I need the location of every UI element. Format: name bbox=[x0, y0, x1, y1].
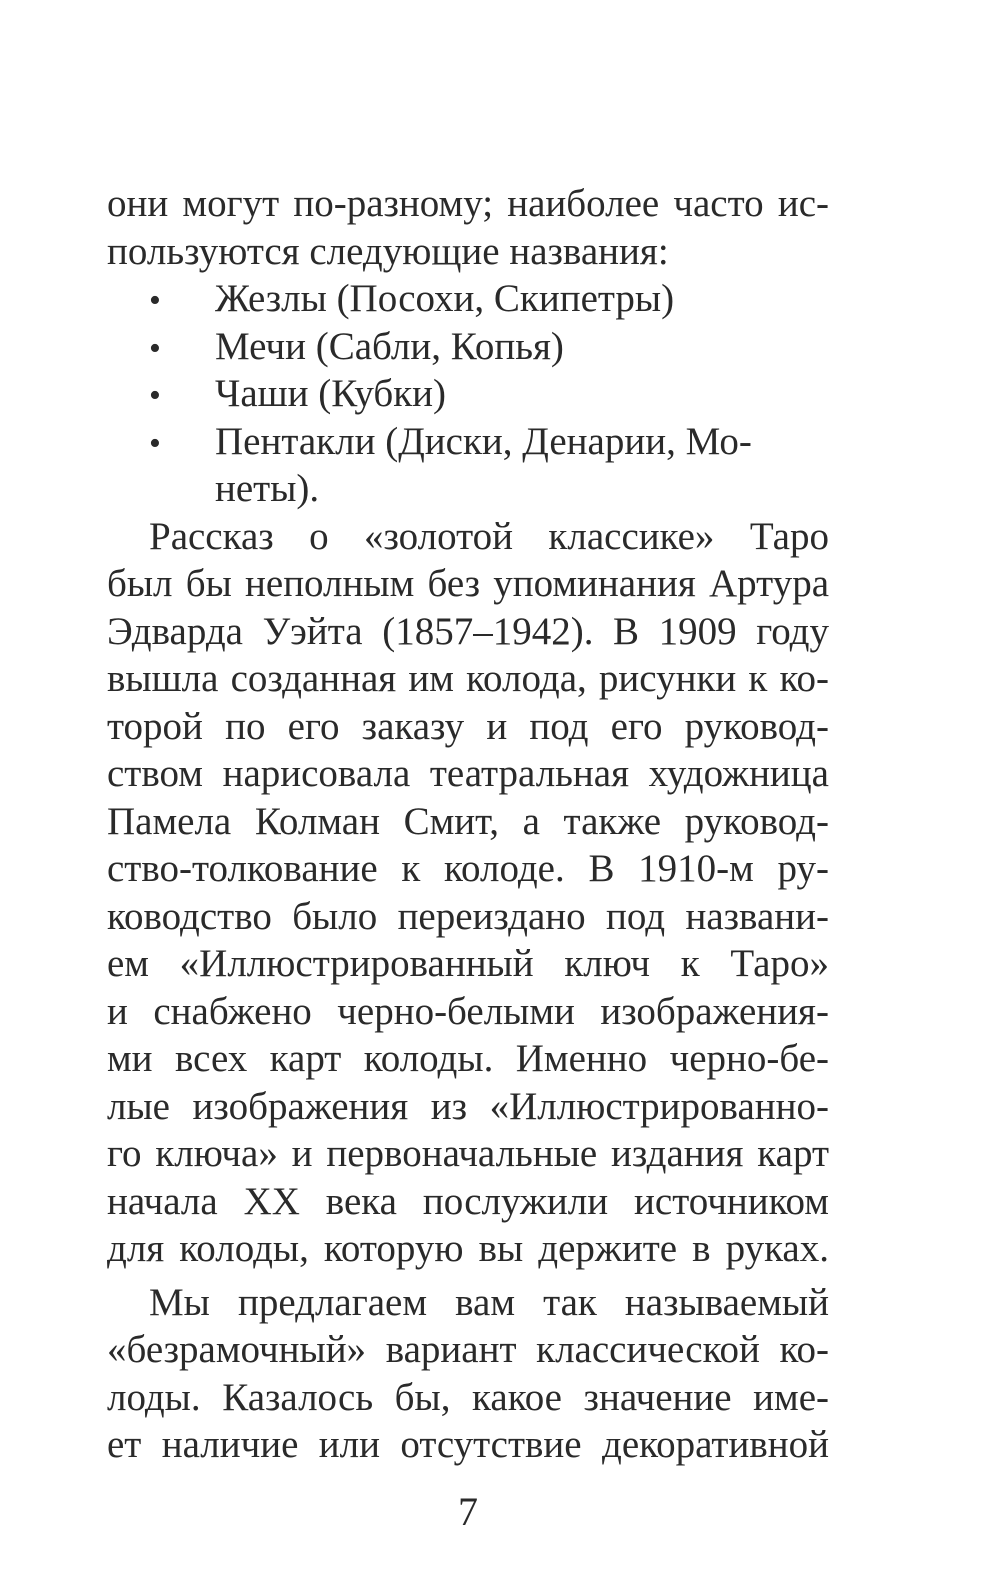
list-item-continuation: неты). bbox=[215, 467, 320, 510]
text-line: Эдварда Уэйта (1857–1942). В 1909 году bbox=[107, 609, 829, 653]
text-line: ем «Иллюстрированный ключ к Таро» bbox=[107, 942, 829, 985]
text-line: Мы предлагаем вам так называемый bbox=[149, 1280, 829, 1324]
suits-list bbox=[107, 275, 829, 513]
text-line: ми всех карт колоды. Именно черно-бе- bbox=[107, 1037, 829, 1080]
list-item bbox=[107, 370, 829, 418]
list-item-label: Чаши (Кубки) bbox=[215, 372, 447, 415]
text-line: вышла созданная им колода, рисунки к ко- bbox=[107, 657, 829, 700]
bullet-icon: • bbox=[149, 424, 161, 462]
bullet-icon: • bbox=[149, 282, 161, 319]
list-item-label: Мечи (Сабли, Копья) bbox=[215, 324, 564, 368]
text-line: и снабжено черно-белыми изображения- bbox=[107, 989, 829, 1033]
list-item-label: Пентакли (Диски, Денарии, Мо- bbox=[215, 419, 752, 463]
text-line: пользуются следующие названия: bbox=[107, 229, 669, 273]
text-line: лоды. Казалось бы, какое значение име- bbox=[107, 1375, 829, 1419]
text-line: го ключа» и первоначальные издания карт bbox=[107, 1132, 829, 1175]
text-line: лые изображения из «Иллюстрированно- bbox=[107, 1084, 829, 1128]
text-line: ет наличие или отсутствие декоративной bbox=[107, 1423, 829, 1466]
text-line: они могут по-разному; наиболее часто ис- bbox=[107, 182, 829, 225]
paragraph-frameless bbox=[107, 1279, 829, 1469]
text-line: для колоды, которую вы держите в руках. bbox=[107, 1227, 829, 1270]
text-line: ководство было переиздано под названи- bbox=[107, 894, 829, 938]
text-line: «безрамочный» вариант классической ко- bbox=[107, 1328, 829, 1371]
text-line: ство-толкование к колоде. В 1910-м ру- bbox=[107, 847, 829, 890]
list-item-label: Жезлы (Посохи, Скипетры) bbox=[215, 277, 675, 320]
list-item bbox=[107, 275, 829, 323]
text-line: был бы неполным без упоминания Артура bbox=[107, 562, 829, 605]
bullet-icon: • bbox=[149, 377, 161, 414]
text-line: ством нарисовала театральная художница bbox=[107, 752, 829, 795]
text-line: Памела Колман Смит, а также руковод- bbox=[107, 799, 829, 843]
text-line: начала XX века послужили источником bbox=[107, 1179, 829, 1223]
text-line: Рассказ о «золотой классике» Таро bbox=[149, 514, 829, 558]
text-line: торой по его заказу и под его руковод- bbox=[107, 704, 829, 748]
list-item bbox=[107, 418, 829, 466]
bullet-icon: • bbox=[149, 329, 161, 367]
page-number: 7 bbox=[458, 1489, 478, 1534]
paragraph-waite bbox=[107, 513, 829, 1273]
list-item bbox=[107, 323, 829, 371]
page-body bbox=[107, 180, 829, 1469]
